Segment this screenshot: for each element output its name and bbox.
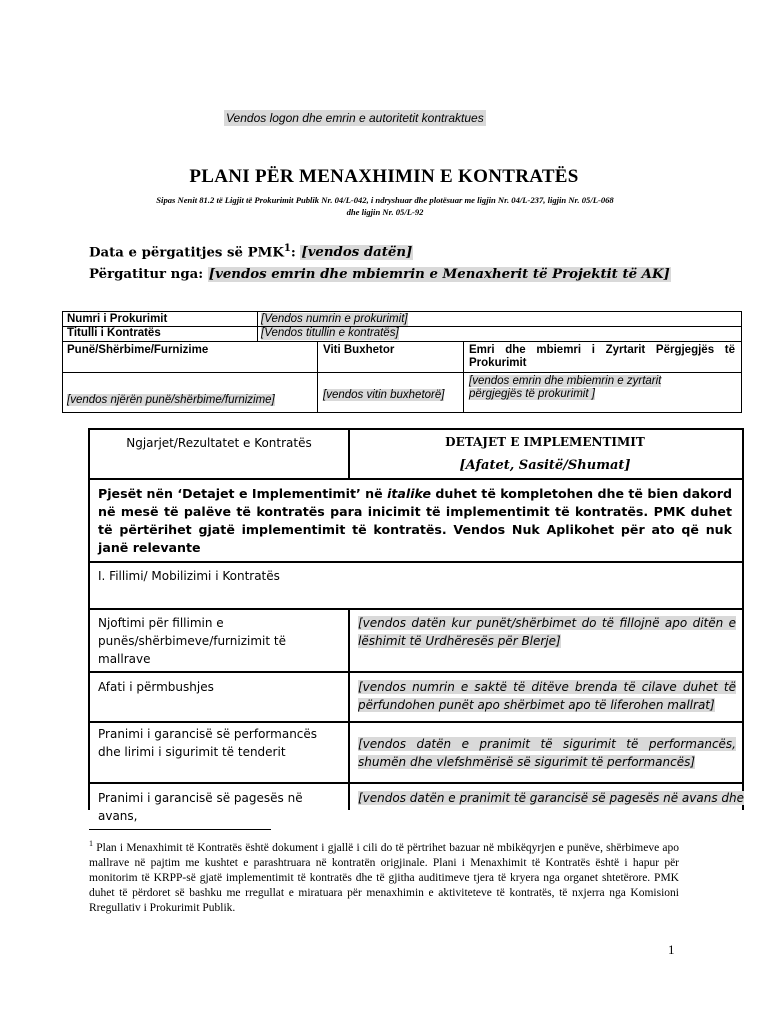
event-label-advance-payment-guarantee: Pranimi i garancisë së pagesës në avans,: [98, 791, 303, 823]
contract-info-table: [62, 311, 742, 413]
contract-title-field[interactable]: [Vendos titullin e kontratës]: [261, 327, 399, 339]
footnote-ref: 1: [283, 243, 291, 254]
page-title: PLANI PËR MENAXHIMIN E KONTRATËS: [189, 166, 579, 187]
legal-basis: [80, 194, 690, 218]
footnote-marker: 1: [89, 839, 93, 848]
procurement-official-field[interactable]: [vendos emrin dhe mbiemrin e zyrtarit përgjegjës të prokurimit ]: [469, 375, 662, 400]
detail-field-start-notice[interactable]: [vendos datën kur punët/shërbimet do të fillojnë apo ditën e lëshimit të Urdhëresës për Blerje]: [358, 616, 736, 648]
event-label-start-notice: Njoftimi për fillimin e punës/shërbimeve/furnizimit të mallrave: [98, 616, 286, 666]
contract-title-label: Titulli i Kontratës: [67, 327, 161, 339]
details-column-subheader: [Afatet, Sasitë/Shumat]: [459, 458, 631, 473]
prepared-by-label: Përgatitur nga:: [89, 267, 204, 282]
detail-field-advance-payment-guarantee[interactable]: [vendos datën e pranimit të garancisë së pagesës në avans dhe: [358, 791, 745, 805]
preparation-date-line: [89, 243, 413, 260]
footnote: [89, 836, 679, 916]
type-label: Punë/Shërbime/Furnizime: [67, 344, 209, 356]
legal-basis-line-2: dhe ligjin Nr. 05/L-92: [346, 207, 424, 217]
page-number: 1: [668, 942, 675, 957]
procurement-official-label: Emri dhe mbiemri i Zyrtarit Përgjegjës të Prokurimit: [469, 344, 735, 369]
instructions-note: Pjesët nën ‘Detajet e Implementimit’ në italike duhet të kompletohen dhe të bien dakord në mesë të palëve të kontratës para inicimit të implementimit të kontratës. PMK duhet të përtërihet gjatë implementimit të kontratës. Vendos Nuk Aplikohet për ato që nuk janë relevante: [98, 486, 732, 555]
event-label-deadline: Afati i përmbushjes: [98, 680, 214, 694]
prepared-by-line: [89, 267, 671, 282]
budget-year-label: Viti Buxhetor: [323, 344, 395, 356]
prepared-by-value[interactable]: [vendos emrin dhe mbiemrin e Menaxherit të Projektit të AK]: [208, 267, 670, 282]
section-heading-mobilization: I. Fillimi/ Mobilizimi i Kontratës: [98, 569, 280, 583]
preparation-date-colon: :: [290, 245, 296, 261]
preparation-date-label: Data e përgatitjes së PMK: [89, 245, 284, 261]
detail-field-deadline[interactable]: [vendos numrin e saktë të ditëve brenda të cilave duhet të përfundohen punët apo shërbimet apo të liferohen mallrat]: [358, 680, 736, 712]
preparation-date-value[interactable]: [vendos datën]: [301, 245, 413, 261]
legal-basis-line-1: Sipas Nenit 81.2 të Ligjit të Prokurimit Publik Nr. 04/L-042, i ndryshuar dhe plotësuar me ligjin Nr. 04/L-237, ligjin Nr. 05/L-068: [156, 195, 614, 205]
footnote-separator: [89, 829, 271, 830]
logo-placeholder-note: Vendos logon dhe emrin e autoritetit kontraktues: [226, 111, 484, 125]
proc-number-field[interactable]: [Vendos numrin e prokurimit]: [261, 313, 408, 325]
budget-year-field[interactable]: [vendos vitin buxhetorë]: [323, 389, 445, 401]
proc-number-label: Numri i Prokurimit: [67, 313, 168, 325]
type-field[interactable]: [vendos njërën punë/shërbime/furnizime]: [67, 394, 275, 406]
events-column-header: Ngjarjet/Rezultatet e Kontratës: [126, 436, 312, 450]
implementation-table: [88, 428, 745, 823]
footnote-text: Plan i Menaxhimit të Kontratës është dokument i gjallë i cili do të përtrihet bazuar në mbikëqyrjen e punëve, shërbimeve apo mallrave në pajtim me kushtet e parashtruara në kontratën origjinale. Plani i Menaxhimit të Kontratës është i hapur për monitorim të KRPP-së gjatë implementimit të kontratës dhe të gjitha auditimeve tjera të kryera nga organet shtetërore. PMK duhet të përdoret së bashku me rregullat e miratuara për menaxhimin e aktiviteteve të kontratës, të nxjerra nga Komisioni Rregullativ i Prokurimit Publik.: [89, 841, 679, 914]
detail-field-performance-guarantee[interactable]: [vendos datën e pranimit të sigurimit të performancës, shumën dhe vlefshmërisë së sigurimit të performancës]: [358, 737, 736, 769]
event-label-performance-guarantee: Pranimi i garancisë së performancës dhe lirimi i sigurimit të tenderit: [98, 727, 318, 759]
details-column-header: DETAJET E IMPLEMENTIMIT: [445, 435, 645, 449]
